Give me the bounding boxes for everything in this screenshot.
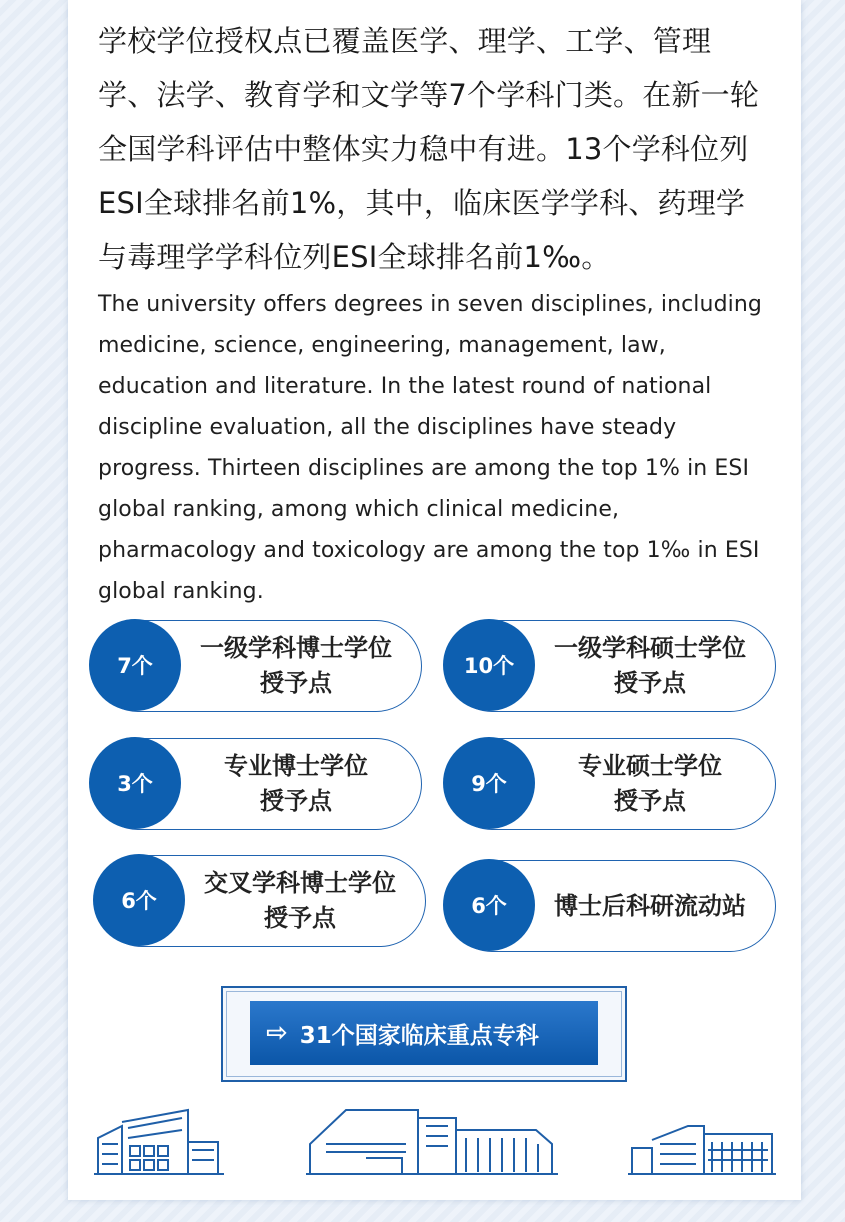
stat-first-level-doctoral (92, 620, 422, 712)
arrow-right-icon: ⇨ (266, 1018, 288, 1048)
stat-interdisciplinary-doctoral (96, 855, 426, 947)
stat-count: 10个 (443, 619, 535, 711)
button-label: 31个国家临床重点专科 (299, 1022, 539, 1049)
stat-label: 一级学科硕士学位 授予点 (554, 634, 746, 697)
building-right-icon (628, 1120, 776, 1178)
stat-label: 博士后科研流动站 (554, 891, 746, 920)
national-clinical-specialties-button[interactable] (250, 1001, 598, 1065)
building-center-icon (306, 1104, 558, 1178)
stat-label: 专业硕士学位 授予点 (578, 752, 722, 815)
intro-chinese: 学校学位授权点已覆盖医学、理学、工学、管理学、法学、教育学和文学等7个学科门类。在新一轮全国学科评估中整体实力稳中有进。13个学科位列ESI全球排名前1%，其中，临床医学学科、药理学与毒理学学科位列ESI全球排名前1‰。 (98, 24, 760, 274)
stat-first-level-master (446, 620, 776, 712)
stat-count: 6个 (93, 854, 185, 946)
stat-count: 3个 (89, 737, 181, 829)
intro-english: The university offers degrees in seven disciplines, including medicine, science, engineering, management, law, education and literature. In the latest round of national discipline evaluation, all the disciplines have steady progress. Thirteen disciplines are among the top 1% in ESI global ranking, among which clinical medicine, pharmacology and toxicology are among the top 1‰ in ESI global ranking. (98, 292, 762, 604)
stat-professional-doctoral (92, 738, 422, 830)
stat-label: 交叉学科博士学位 授予点 (204, 869, 396, 932)
stat-postdoc-stations (446, 860, 776, 952)
stat-label: 专业博士学位 授予点 (224, 752, 368, 815)
stat-label: 一级学科博士学位 授予点 (200, 634, 392, 697)
stat-count: 7个 (89, 619, 181, 711)
stat-count: 6个 (443, 859, 535, 951)
stat-count: 9个 (443, 737, 535, 829)
stat-professional-master (446, 738, 776, 830)
building-left-icon (92, 1102, 226, 1178)
